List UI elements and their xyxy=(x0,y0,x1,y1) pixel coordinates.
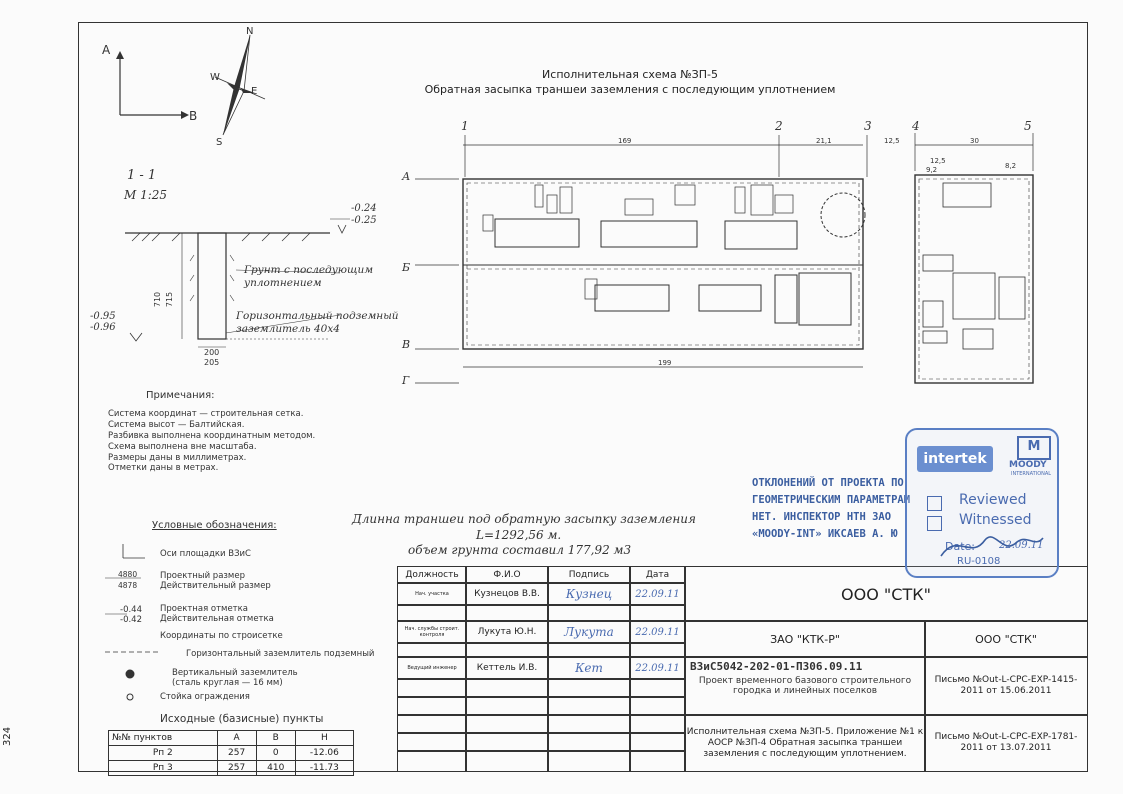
axis-b-row-label: Б xyxy=(402,261,411,274)
width-design: 200 xyxy=(204,348,220,357)
stamp-empty xyxy=(465,714,549,734)
level-bottom-actual: -0.96 xyxy=(90,322,116,333)
axis-5-label: 5 xyxy=(1024,119,1032,133)
axis-1-label: 1 xyxy=(461,119,469,133)
legend-sample-actual: 4878 xyxy=(118,581,138,590)
note-line: Система координат — строительная сетка. xyxy=(108,409,304,419)
reviewed-label: Reviewed xyxy=(959,492,1027,508)
project-code: ВЗиС5042-202-01-ПЗ06.09.11 xyxy=(690,660,863,673)
dim-top: 169 xyxy=(618,137,632,145)
dim-bottom: 199 xyxy=(658,359,672,367)
table-cell: -12.06 xyxy=(295,746,353,761)
trench-line-1: Длинна траншеи под обратную засыпку заземления xyxy=(352,512,696,526)
stamp-empty xyxy=(629,732,686,752)
table-cell: -11.73 xyxy=(295,761,353,776)
inspection-line: НЕТ. ИНСПЕКТОР НТН ЗАО xyxy=(752,511,892,523)
stamp-empty xyxy=(547,750,631,772)
stamp-header-sign: Подпись xyxy=(547,566,631,584)
stamp-signature: Лукута xyxy=(547,620,631,644)
customer-name: ЗАО "КТК-Р" xyxy=(684,620,926,658)
stamp-name: Лукута Ю.Н. xyxy=(465,620,549,644)
axis-v-row-label: В xyxy=(402,338,411,351)
table-cell: 410 xyxy=(256,761,295,776)
stamp-header-role: Должность xyxy=(397,566,467,584)
compass-south: S xyxy=(216,137,223,148)
soil-note: Грунт с последующим уплотнением xyxy=(244,264,374,289)
table-row xyxy=(109,761,354,776)
notes-header: Примечания: xyxy=(146,390,215,401)
trench-line-3: объем грунта составил 177,92 м3 xyxy=(408,543,632,557)
table-row xyxy=(109,746,354,761)
compass-north: N xyxy=(246,26,254,37)
width-actual: 205 xyxy=(204,358,220,367)
stamp-signature: Кет xyxy=(547,656,631,680)
level-bottom-design: -0.95 xyxy=(90,311,116,322)
legend-item: Вертикальный заземлитель xyxy=(172,668,298,678)
stamp-header-name: Ф.И.О xyxy=(465,566,549,584)
moody-logo-icon: M xyxy=(1017,436,1051,460)
stamp-empty xyxy=(547,678,631,698)
page-title: Исполнительная схема №ЗП-5 xyxy=(542,68,718,81)
stamp-name: Кеттель И.В. xyxy=(465,656,549,680)
contractor-name: ООО "СТК" xyxy=(924,620,1088,658)
axis-a-label: A xyxy=(102,43,111,57)
dim-small-3: 12,5 xyxy=(930,157,946,165)
legend-item: Действительная отметка xyxy=(160,614,274,624)
inspection-line: «MOODY-INT» ИКСАЕВ А. Ю xyxy=(752,528,898,540)
stamp-empty xyxy=(547,714,631,734)
page-subtitle: Обратная засыпка траншеи заземления с последующим уплотнением xyxy=(424,83,836,96)
stamp-date: 22.09.11 xyxy=(629,656,686,680)
reviewed-checkbox xyxy=(927,496,942,511)
compass-east: E xyxy=(251,86,258,97)
section-label: 1 - 1 xyxy=(127,168,157,183)
compass-west: W xyxy=(210,72,220,83)
depth-design: 710 xyxy=(153,291,163,308)
stamp-empty xyxy=(465,696,549,716)
stamp-role: Нач. службы строит. контроля xyxy=(397,620,467,644)
margin-mark: 324 xyxy=(2,726,13,746)
note-line: Схема выполнена вне масштаба. xyxy=(108,442,257,452)
stamp-signature: Кузнец xyxy=(547,582,631,606)
inspection-line: ОТКЛОНЕНИЙ ОТ ПРОЕКТА ПО xyxy=(752,477,904,489)
table-header: В xyxy=(256,731,295,746)
table-cell: 257 xyxy=(217,761,256,776)
dim-small-4: 9,2 xyxy=(926,166,938,174)
stamp-empty xyxy=(397,732,467,752)
dim-small-2: 12,5 xyxy=(884,137,900,145)
stamp-code: RU-0108 xyxy=(957,556,1001,567)
moody-label: MOODY xyxy=(1009,460,1047,470)
legend-sample-mark-actual: -0.42 xyxy=(120,615,142,625)
site-plan xyxy=(395,115,1075,395)
legend-item: Проектная отметка xyxy=(160,604,248,614)
legend-item: Действительный размер xyxy=(160,581,271,591)
stamp-name: Кузнецов В.В. xyxy=(465,582,549,606)
table-header: А xyxy=(217,731,256,746)
stamp-date: 22.09.11 xyxy=(629,620,686,644)
stamp-empty xyxy=(547,732,631,752)
axis-b-label: B xyxy=(189,109,198,123)
letter-1: Письмо №Out-L-CPC-EXP-1415-2011 от 15.06.2011 xyxy=(924,656,1088,716)
inspection-stamp xyxy=(752,475,910,543)
stamp-empty xyxy=(629,750,686,772)
date-label: Date: xyxy=(945,540,975,553)
letter-2: Письмо №Out-L-CPC-EXP-1781-2011 от 13.07.2011 xyxy=(924,714,1088,772)
inspection-line: ГЕОМЕТРИЧЕСКИМ ПАРАМЕТРАМ xyxy=(752,494,911,506)
axis-a-row-label: А xyxy=(402,170,411,183)
legend-header: Условные обозначения: xyxy=(152,520,277,531)
table-header: №№ пунктов xyxy=(109,731,218,746)
legend-sample-design: 4880 xyxy=(118,570,138,579)
base-points-table xyxy=(108,730,354,776)
stamp-empty xyxy=(397,696,467,716)
table-cell: Рп 2 xyxy=(109,746,218,761)
company-main: ООО "СТК" xyxy=(684,566,1088,622)
legend-item: Стойка ограждения xyxy=(160,692,250,702)
table-row xyxy=(109,731,354,746)
table-cell: 257 xyxy=(217,746,256,761)
stamp-empty xyxy=(629,696,686,716)
intertek-logo: intertek xyxy=(917,446,993,472)
dim-small-1: 21,1 xyxy=(816,137,832,145)
stamp-empty xyxy=(397,750,467,772)
stamp-empty xyxy=(397,678,467,698)
stamp-empty xyxy=(629,714,686,734)
stamp-empty xyxy=(629,678,686,698)
dim-small-5: 8,2 xyxy=(1005,162,1017,170)
axis-3-label: 3 xyxy=(864,119,872,133)
trench-line-2: L=1292,56 м. xyxy=(476,528,562,542)
table-cell: 0 xyxy=(256,746,295,761)
doc-title: Исполнительная схема №ЗП-5. Приложение №1 к АОСР №ЗП-4 Обратная засыпка траншеи заземления с последующим уплотнением. xyxy=(684,714,926,772)
stamp-header-date: Дата xyxy=(629,566,686,584)
stamp-empty xyxy=(465,732,549,752)
legend-item: (сталь круглая — 16 мм) xyxy=(172,678,283,688)
level-top-actual: -0.25 xyxy=(351,215,377,226)
date-value: 22.09.11 xyxy=(999,540,1044,551)
stamp-empty xyxy=(547,696,631,716)
axis-4-label: 4 xyxy=(912,119,920,133)
axis-g-row-label: Г xyxy=(402,374,410,387)
compass-icon xyxy=(90,25,270,155)
signature-icon xyxy=(937,526,1047,566)
legend-symbols xyxy=(105,540,165,710)
witnessed-label: Witnessed xyxy=(959,512,1032,528)
table-header: Н xyxy=(295,731,353,746)
legend-item: Координаты по строисетке xyxy=(160,631,283,641)
section-scale: М 1:25 xyxy=(124,188,168,202)
axis-2-label: 2 xyxy=(775,119,783,133)
stamp-empty xyxy=(397,714,467,734)
stamp-empty xyxy=(465,750,549,772)
note-line: Отметки даны в метрах. xyxy=(108,463,219,473)
note-line: Разбивка выполнена координатным методом. xyxy=(108,431,316,441)
table-cell: Рп 3 xyxy=(109,761,218,776)
moody-sub-label: INTERNATIONAL xyxy=(1011,471,1052,477)
legend-item: Оси площадки ВЗиС xyxy=(160,549,251,559)
project-name: Проект временного базового строительного городка и линейных поселков xyxy=(698,676,912,696)
note-line: Система высот — Балтийская. xyxy=(108,420,245,430)
legend-item: Проектный размер xyxy=(160,571,245,581)
stamp-empty xyxy=(465,678,549,698)
level-top-design: -0.24 xyxy=(351,203,377,214)
stamp-role: Ведущий инженер xyxy=(397,656,467,680)
base-points-title: Исходные (базисные) пункты xyxy=(160,713,324,725)
legend-item: Горизонтальный заземлитель подземный xyxy=(186,649,375,659)
depth-actual: 715 xyxy=(165,291,175,308)
legend-sample-mark-design: -0.44 xyxy=(120,605,142,615)
note-line: Размеры даны в миллиметрах. xyxy=(108,453,247,463)
dim-right-top: 30 xyxy=(970,137,979,145)
intertek-stamp xyxy=(905,428,1059,578)
stamp-role: Нач. участка xyxy=(397,582,467,606)
earth-note: Горизонтальный подземный заземлитель 40х4 xyxy=(236,310,399,335)
stamp-date: 22.09.11 xyxy=(629,582,686,606)
